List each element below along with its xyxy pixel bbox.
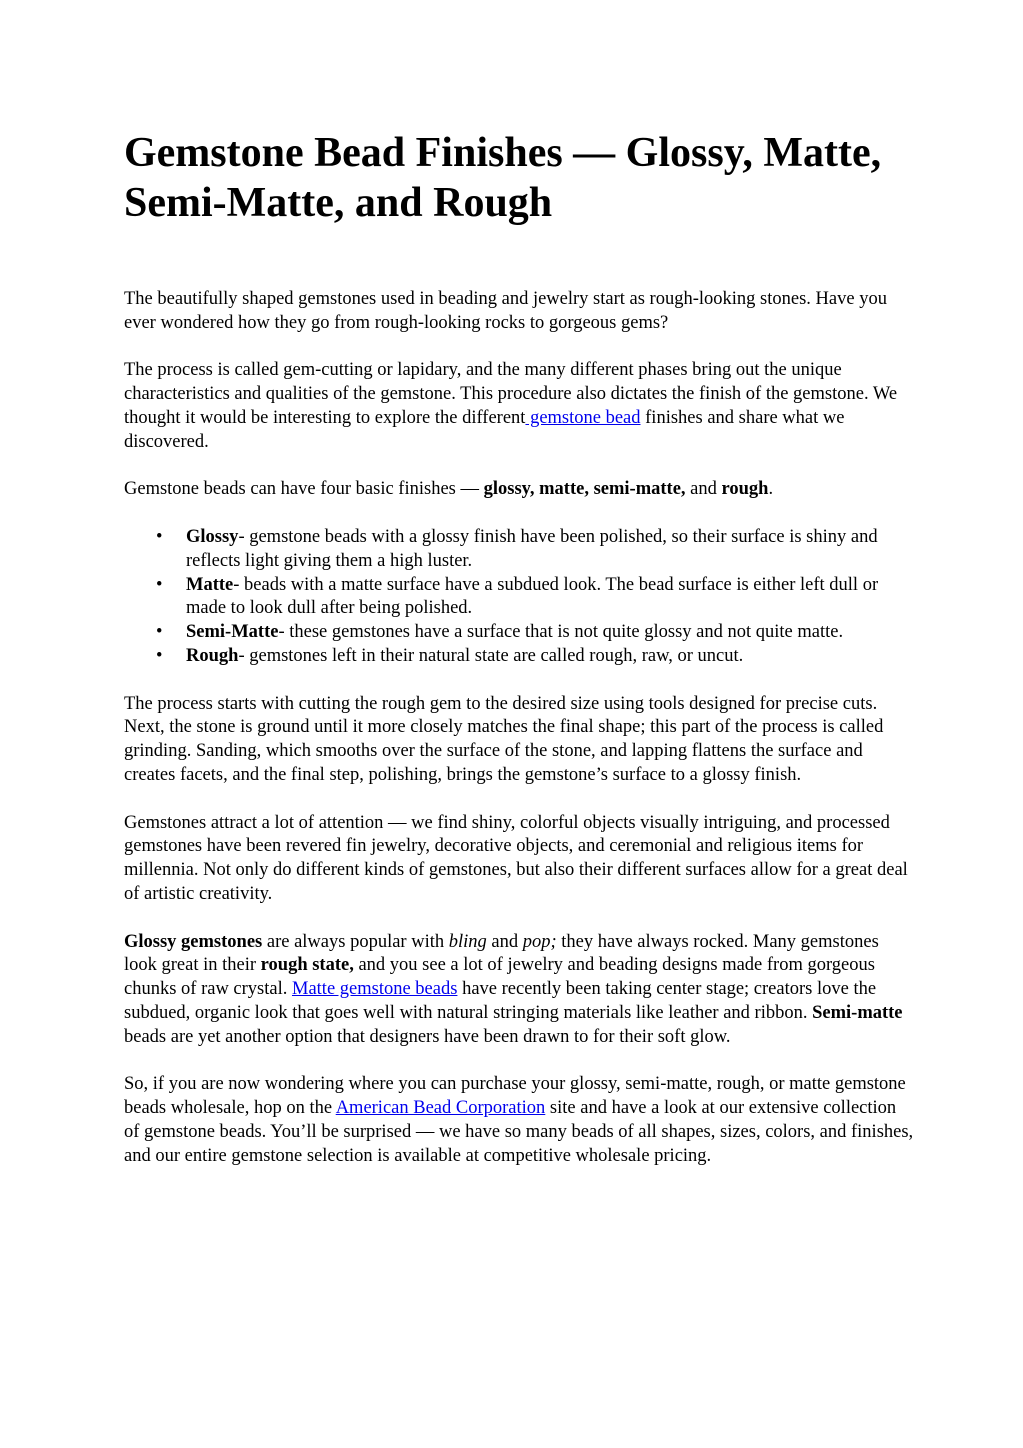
page-title-line-2: Semi-Matte, and Rough [124, 180, 553, 226]
bold-glossy-gemstones: Glossy gemstones [124, 931, 263, 952]
styles-text-5: have recently been taking center stage; creators love the subdued, organic look that goes well with natural stringing materials like leather and ribbon. [124, 979, 877, 1023]
purchase-text-1: So, if you are now wondering where you can purchase your glossy, semi-matte, rough, or matte gemstone beads wholesale, hop on the [124, 1074, 906, 1119]
styles-text-1: are always popular with [262, 931, 449, 952]
list-item-matte [156, 574, 914, 622]
bullet-icon: • [156, 574, 163, 595]
cutting-process-paragraph: The process starts with cutting the rough gem to the desired size using tools designed for precise cuts. Next, the stone is ground until it more closely matches the final shape; this part of the process is called grinding. Sanding, which smooths over the surface of the stone, and lapping flattens the surface and creates facets, and the final step, polishing, brings the gemstone’s surface to a glossy finish. [124, 693, 884, 785]
bullet-icon: • [156, 622, 163, 643]
list-desc-glossy: - gemstone beads with a glossy finish have been polished, so their surface is shiny and reflects light giving them a high luster. [186, 526, 878, 571]
list-term-glossy: Glossy [186, 526, 239, 547]
process-text-before: The process is called gem-cutting or lapidary, and the many different phases bring out the unique characteristics and qualities of the gemstone. This procedure also dictates the finish of the gemstone. We thought it would be interesting to explore the different [124, 360, 898, 428]
styles-text-2: and [486, 931, 523, 952]
italic-bling: bling [448, 931, 487, 952]
page-title-line-1: Gemstone Bead Finishes — Glossy, Matte, [124, 130, 882, 176]
bullet-icon: • [156, 526, 163, 547]
bold-rough-state: rough state, [260, 955, 354, 976]
gemstone-bead-link[interactable]: gemstone bead [525, 407, 641, 428]
process-paragraph [124, 359, 914, 454]
list-item-rough [156, 645, 914, 669]
matte-gemstone-beads-link[interactable]: Matte gemstone beads [292, 979, 458, 1000]
purchase-text-2: site and have a look at our extensive collection of gemstone beads. You’ll be surprised — we have so many beads of all shapes, sizes, colors, and finishes, and our entire gemstone selection is available at competitive wholesale pricing. [124, 1098, 914, 1166]
summary-bold-rough: rough [721, 479, 769, 500]
list-item-semi-matte [156, 621, 914, 645]
intro-paragraph: The beautifully shaped gemstones used in beading and jewelry start as rough-looking stones. Have you ever wondered how they go from rough-looking rocks to gorgeous gems? [124, 289, 887, 333]
list-term-matte: Matte [186, 574, 234, 595]
title-block [124, 128, 914, 228]
list-term-semi-matte: Semi-Matte [186, 622, 279, 643]
bullet-icon: • [156, 645, 163, 666]
list-term-rough: Rough [186, 645, 239, 666]
summary-bold-finishes: glossy, matte, semi-matte, [483, 479, 686, 500]
summary-text-mid: and [685, 479, 722, 500]
finishes-summary-paragraph [124, 478, 914, 502]
italic-pop: pop; [522, 931, 557, 952]
list-desc-rough: - gemstones left in their natural state are called rough, raw, or uncut. [238, 645, 744, 666]
process-text-after: finishes and share what we discovered. [124, 407, 845, 452]
finish-styles-paragraph [124, 931, 914, 1050]
american-bead-corporation-link[interactable]: American Bead Corporation [335, 1098, 546, 1119]
summary-text-after: . [768, 479, 774, 500]
styles-text-3: they have always rocked. Many gemstones look great in their [124, 931, 879, 976]
bold-semi-matte: Semi-matte [812, 1002, 903, 1023]
summary-text-before: Gemstone beads can have four basic finishes — [124, 479, 484, 500]
styles-text-6: beads are yet another option that designers have been drawn to for their soft glow. [124, 1026, 731, 1047]
list-desc-semi-matte: - these gemstones have a surface that is not quite glossy and not quite matte. [278, 622, 844, 643]
article-body [124, 288, 914, 1192]
styles-text-4: and you see a lot of jewelry and beading designs made from gorgeous chunks of raw crystal. [124, 955, 875, 1000]
page-title [124, 128, 914, 228]
purchase-paragraph [124, 1073, 914, 1168]
list-item-glossy [156, 526, 914, 574]
finishes-list [124, 526, 914, 669]
attention-paragraph: Gemstones attract a lot of attention — we find shiny, colorful objects visually intriguing, and processed gemstones have been revered fin jewelry, decorative objects, and ceremonial and religious items for millennia. Not only do different kinds of gemstones, but also their different surfaces allow for a great deal of artistic creativity. [124, 812, 908, 904]
list-desc-matte: - beads with a matte surface have a subdued look. The bead surface is either left dull or made to look dull after being polished. [186, 574, 879, 619]
